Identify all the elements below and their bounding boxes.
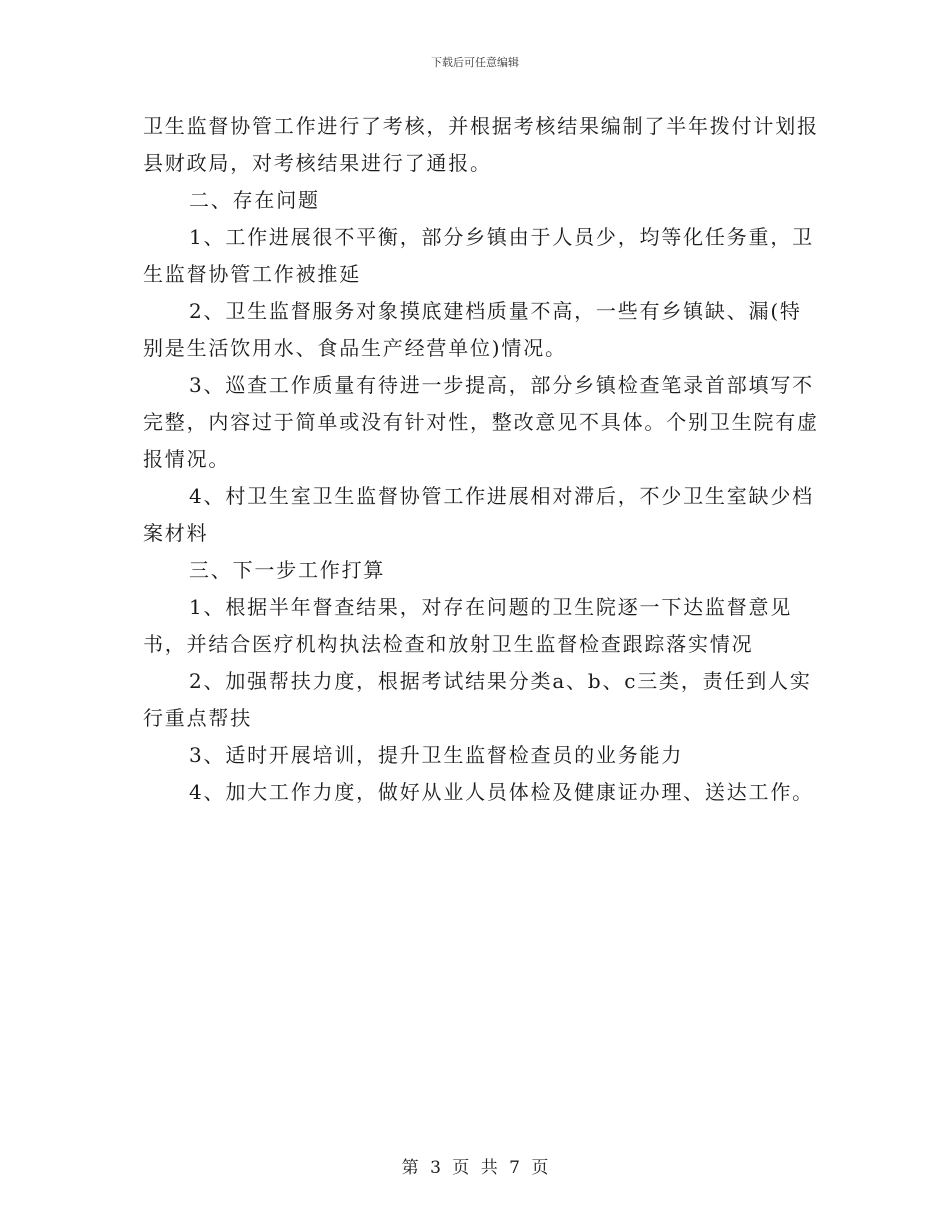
paragraph-continued: 卫生监督协管工作进行了考核，并根据考核结果编制了半年拨付计划报县财政局，对考核结果进行了通报。	[143, 114, 819, 175]
header-note: 下载后可任意编辑	[431, 56, 519, 69]
paragraph-plan-2: 2、加强帮扶力度，根据考试结果分类a、b、c三类，责任到人实行重点帮扶	[143, 669, 812, 730]
paragraph-problem-3: 3、巡查工作质量有待进一步提高，部分乡镇检查笔录首部填写不完整，内容过于简单或没有针对性，整改意见不具体。个别卫生院有虚报情况。	[143, 373, 819, 471]
paragraph-plan-3: 3、适时开展培训，提升卫生监督检查员的业务能力	[189, 743, 684, 767]
section-heading-problems: 二、存在问题	[189, 188, 320, 212]
document-body	[143, 108, 823, 811]
paragraph-problem-2: 2、卫生监督服务对象摸底建档质量不高，一些有乡镇缺、漏(特别是生活饮用水、食品生产经营单位)情况。	[143, 299, 802, 360]
paragraph-plan-4: 4、加大工作力度，做好从业人员体检及健康证办理、送达工作。	[189, 780, 814, 804]
page-number: 第 3 页 共 7 页	[401, 1158, 549, 1178]
section-heading-next-steps: 三、下一步工作打算	[189, 558, 386, 582]
paragraph-problem-1: 1、工作进展很不平衡，部分乡镇由于人员少，均等化任务重，卫生监督协管工作被推延	[143, 225, 814, 286]
paragraph-plan-1: 1、根据半年督查结果，对存在问题的卫生院逐一下达监督意见书，并结合医疗机构执法检查和放射卫生监督检查跟踪落实情况	[143, 595, 793, 656]
paragraph-problem-4: 4、村卫生室卫生监督协管工作进展相对滞后，不少卫生室缺少档案材料	[143, 484, 814, 545]
